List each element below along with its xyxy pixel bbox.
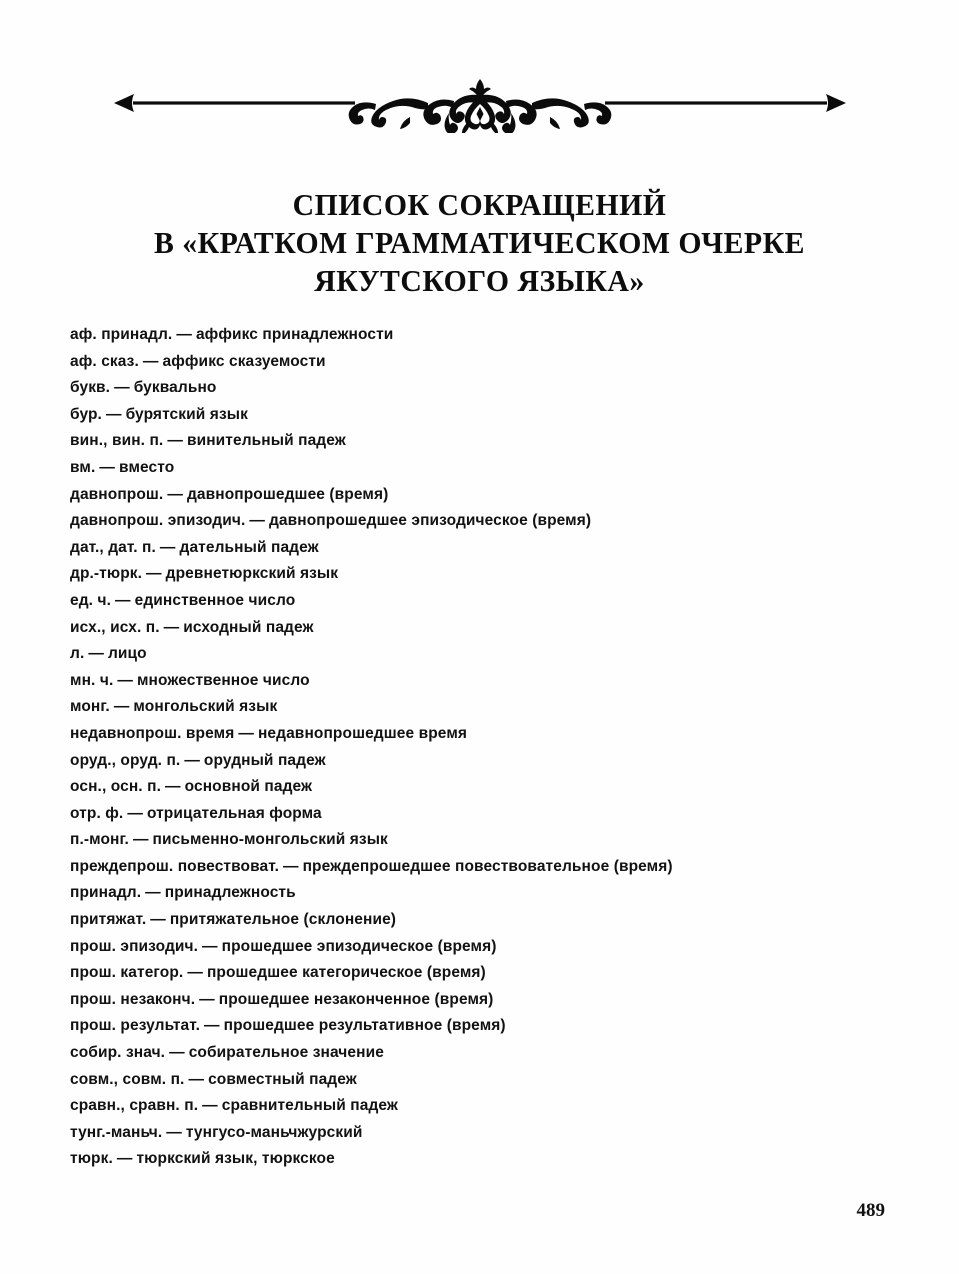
abbreviation-entry [70, 375, 890, 402]
abbreviation-dash: — [146, 565, 162, 583]
abbreviation-term: притяжат. [70, 911, 147, 929]
abbreviation-dash: — [202, 1097, 218, 1115]
abbreviation-dash: — [159, 538, 176, 556]
abbreviation-dash: — [163, 618, 180, 636]
abbreviation-definition: буквально [133, 379, 217, 397]
abbreviation-definition: преждепрошедшее повествовательное (время) [302, 857, 673, 875]
abbreviation-term: дат., дат. п. [70, 538, 156, 556]
abbreviation-dash: — [169, 1044, 185, 1062]
abbreviation-term: др.-тюрк. [70, 565, 143, 583]
abbreviation-entry [70, 854, 890, 881]
abbreviation-term: собир. знач. [70, 1044, 166, 1062]
abbreviation-dash: — [150, 911, 166, 929]
abbreviation-term: исх., исх. п. [70, 618, 160, 636]
abbreviation-term: отр. ф. [70, 804, 124, 822]
abbreviation-entry [70, 641, 890, 668]
abbreviation-term: п.-монг. [70, 831, 129, 849]
abbreviation-dash: — [114, 591, 131, 609]
title-line-1: СПИСОК СОКРАЩЕНИЙ [292, 187, 667, 222]
abbreviation-dash: — [176, 326, 192, 343]
abbreviation-dash: — [165, 778, 181, 796]
abbreviation-term: ед. ч. [70, 591, 111, 609]
abbreviation-term: преждепрош. повествоват. [70, 857, 279, 875]
abbreviation-entry [70, 322, 890, 349]
abbreviation-entry [70, 535, 890, 562]
abbreviation-term: давнопрош. [70, 485, 164, 503]
abbreviation-term: принадл. [70, 884, 142, 902]
abbreviation-dash: — [99, 458, 116, 476]
abbreviation-term: прош. незаконч. [70, 990, 196, 1008]
abbreviation-term: монг. [70, 698, 110, 716]
abbreviation-term: оруд., оруд. п. [70, 751, 181, 769]
abbreviation-dash: — [204, 1017, 220, 1035]
abbreviation-entry [70, 907, 890, 934]
abbreviation-entry [70, 748, 890, 775]
abbreviation-entry [70, 934, 890, 961]
abbreviation-dash: — [199, 990, 215, 1008]
abbreviation-entry [70, 615, 890, 642]
abbreviation-entry [70, 987, 890, 1014]
abbreviation-dash: — [145, 884, 161, 902]
abbreviation-term: совм., совм. п. [70, 1070, 185, 1088]
abbreviation-definition: монгольский язык [133, 698, 278, 716]
abbreviation-definition: исходный падеж [183, 618, 314, 636]
abbreviation-entry [70, 561, 890, 588]
abbreviation-dash: — [114, 379, 130, 397]
abbreviation-dash: — [249, 512, 265, 530]
abbreviation-definition: прошедшее эпизодическое (время) [221, 937, 497, 955]
abbreviation-definition: отрицательная форма [146, 804, 322, 822]
abbreviation-definition: прошедшее категорическое (время) [206, 964, 486, 982]
abbreviation-dash: — [116, 1150, 133, 1168]
abbreviation-definition: прошедшее незаконченное (время) [218, 990, 494, 1008]
abbreviation-dash: — [167, 432, 183, 450]
abbreviation-dash: — [187, 964, 203, 982]
abbreviation-term: вм. [70, 458, 96, 476]
abbreviation-dash: — [88, 645, 104, 663]
page-number: 489 [856, 1200, 885, 1221]
abbreviation-definition: тунгусо-маньчжурский [185, 1123, 363, 1141]
abbreviation-definition: давнопрошедшее эпизодическое (время) [268, 512, 592, 530]
abbreviation-term: тунг.-маньч. [70, 1123, 163, 1141]
abbreviation-definition: совместный падеж [208, 1070, 357, 1088]
abbreviation-entry [70, 880, 890, 907]
abbreviation-term: прош. результат. [70, 1017, 201, 1035]
abbreviation-entry [70, 1040, 890, 1067]
abbreviation-term: бур. [70, 405, 102, 423]
abbreviation-dash: — [188, 1070, 205, 1088]
abbreviation-list [70, 322, 890, 1173]
abbreviation-definition: собирательное значение [188, 1044, 384, 1062]
abbreviation-dash: — [184, 751, 200, 769]
abbreviation-entry [70, 1120, 890, 1147]
abbreviation-term: мн. ч. [70, 671, 114, 689]
title-line-2: В «КРАТКОМ ГРАММАТИЧЕСКОМ ОЧЕРКЕ [154, 225, 805, 260]
abbreviation-definition: вместо [119, 458, 175, 476]
abbreviation-dash: — [238, 724, 254, 742]
abbreviation-entry [70, 668, 890, 695]
ornament-divider [0, 72, 959, 134]
abbreviation-entry [70, 1146, 890, 1173]
abbreviation-entry [70, 960, 890, 987]
abbreviation-entry [70, 694, 890, 721]
abbreviation-dash: — [117, 671, 133, 689]
abbreviation-entry [70, 1093, 890, 1120]
abbreviation-definition: лицо [107, 645, 147, 663]
abbreviation-entry [70, 588, 890, 615]
abbreviation-definition: сравнительный падеж [221, 1097, 398, 1115]
abbreviation-term: недавнопрош. время [70, 724, 235, 742]
abbreviation-definition: винительный падеж [186, 432, 346, 450]
abbreviation-dash: — [113, 698, 130, 716]
abbreviation-dash: — [127, 804, 143, 822]
abbreviation-term: сравн., сравн. п. [70, 1097, 199, 1115]
abbreviation-term: давнопрош. эпизодич. [70, 512, 246, 530]
abbreviation-definition: тюркский язык, тюркское [136, 1150, 335, 1168]
abbreviation-definition: единственное число [134, 591, 296, 609]
abbreviation-definition: письменно-монгольский язык [152, 831, 388, 849]
abbreviation-term: осн., осн. п. [70, 778, 161, 796]
abbreviation-entry [70, 827, 890, 854]
abbreviation-term: вин., вин. п. [70, 432, 164, 450]
abbreviation-entry [70, 508, 890, 535]
abbreviation-dash: — [142, 352, 159, 370]
abbreviation-dash: — [132, 831, 149, 849]
abbreviation-entry [70, 402, 890, 429]
abbreviation-definition: основной падеж [184, 778, 313, 796]
abbreviation-definition: древнетюркский язык [165, 565, 339, 583]
abbreviation-definition: бурятский язык [125, 405, 248, 423]
abbreviation-entry [70, 455, 890, 482]
title-line-3: ЯКУТСКОГО ЯЗЫКА» [314, 263, 645, 298]
abbreviation-term: аф. сказ. [70, 352, 139, 370]
abbreviation-definition: принадлежность [164, 884, 296, 902]
abbreviation-term: прош. эпизодич. [70, 937, 199, 955]
abbreviation-definition: аффикс принадлежности [195, 326, 394, 343]
abbreviation-dash: — [202, 937, 218, 955]
abbreviation-entry [70, 428, 890, 455]
abbreviation-definition: прошедшее результативное (время) [223, 1017, 506, 1035]
abbreviation-entry [70, 1067, 890, 1094]
abbreviation-definition: дательный падеж [179, 538, 319, 556]
abbreviation-entry [70, 774, 890, 801]
abbreviation-definition: недавнопрошедшее время [257, 724, 468, 742]
abbreviation-entry [70, 801, 890, 828]
abbreviation-definition: аффикс сказуемости [162, 352, 326, 370]
abbreviation-definition: множественное число [136, 671, 310, 689]
abbreviation-dash: — [282, 857, 299, 875]
abbreviation-definition: орудный падеж [203, 751, 326, 769]
abbreviation-entry [70, 482, 890, 509]
abbreviation-term: аф. принадл. [70, 326, 173, 343]
abbreviation-entry [70, 349, 890, 376]
abbreviation-term: тюрк. [70, 1150, 113, 1168]
abbreviation-definition: притяжательное (склонение) [169, 911, 397, 929]
abbreviation-term: прош. категор. [70, 964, 184, 982]
decorative-filigree-icon [110, 73, 850, 133]
page-title [0, 186, 959, 300]
abbreviation-dash: — [105, 405, 122, 423]
abbreviation-term: букв. [70, 379, 111, 397]
abbreviation-entry [70, 1013, 890, 1040]
abbreviation-definition: давнопрошедшее (время) [186, 485, 389, 503]
abbreviation-term: л. [70, 645, 85, 663]
abbreviation-dash: — [166, 1123, 182, 1141]
abbreviation-dash: — [167, 485, 183, 503]
abbreviation-entry [70, 721, 890, 748]
